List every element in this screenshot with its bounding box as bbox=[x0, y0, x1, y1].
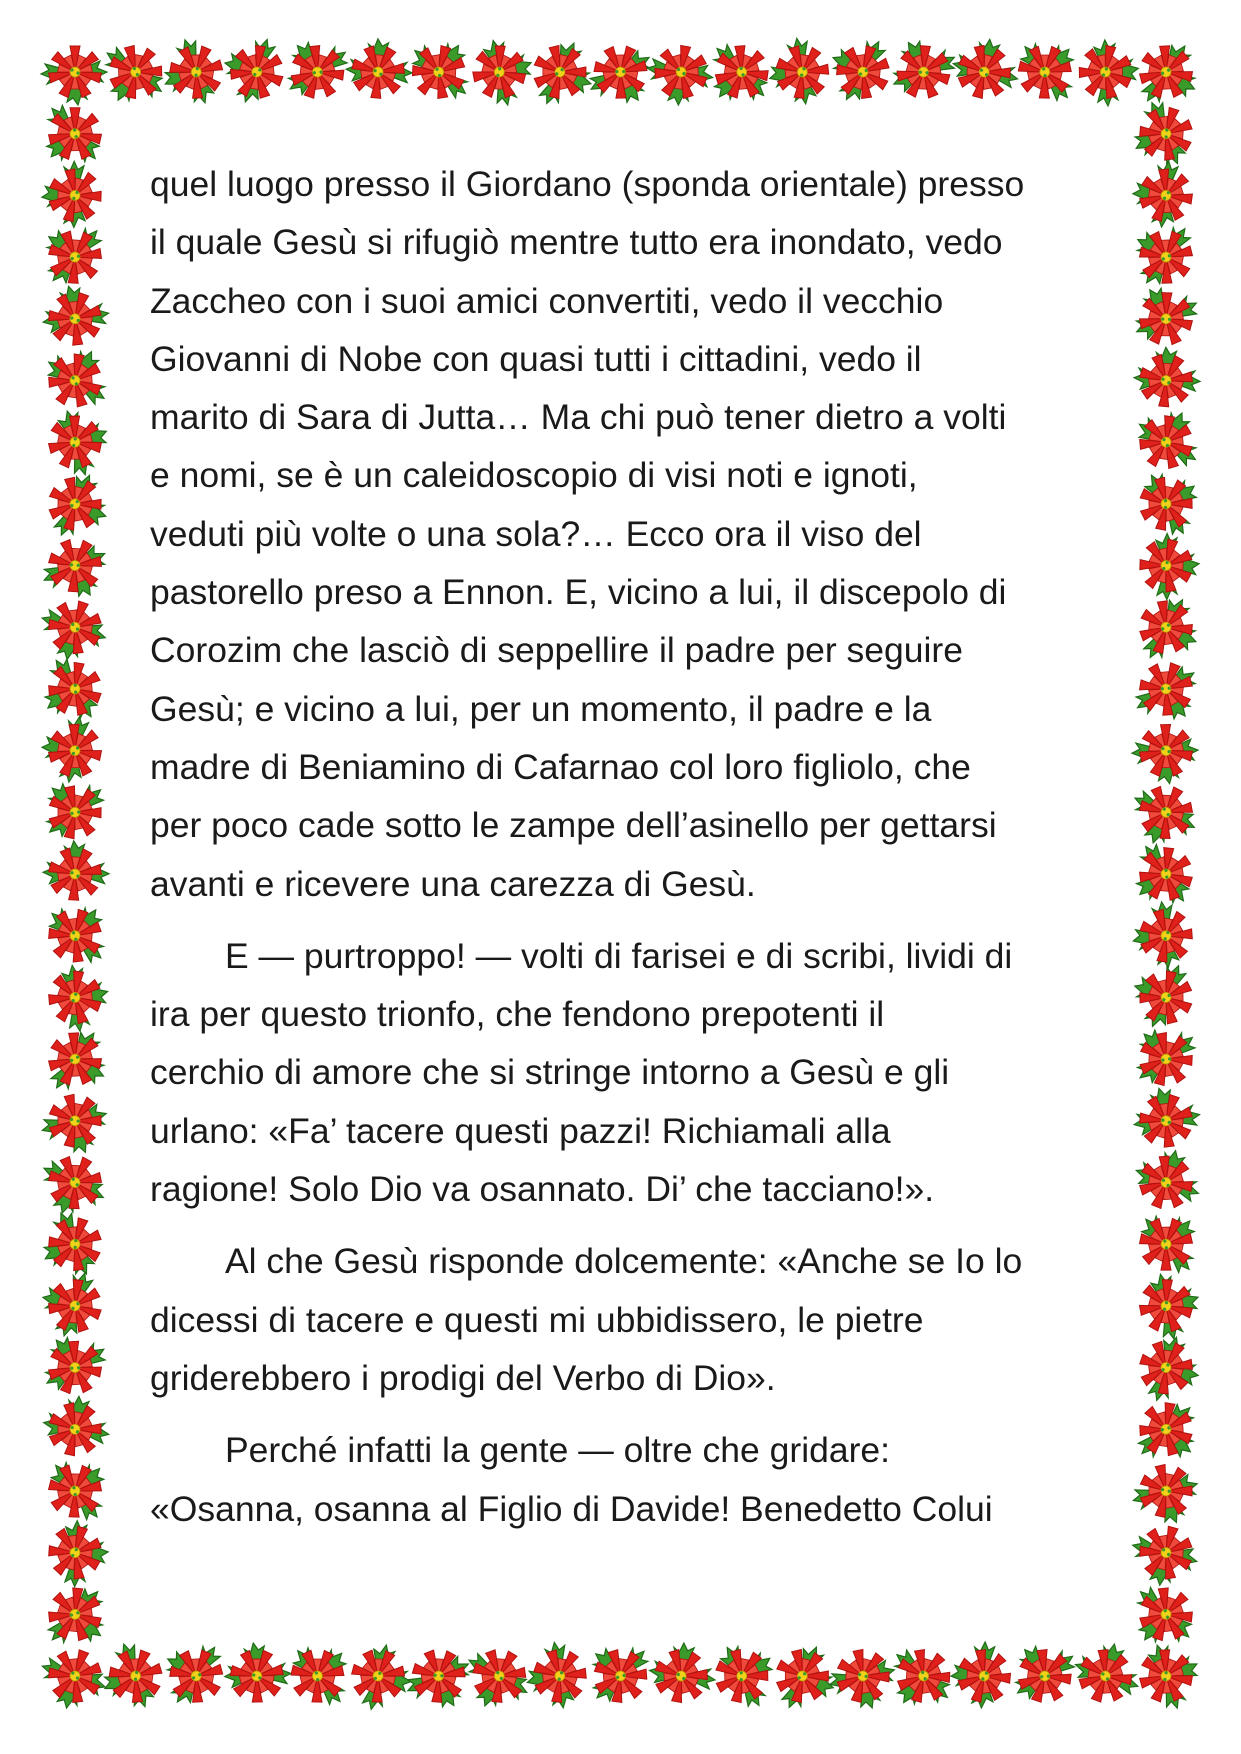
poinsettia-icon bbox=[1131, 900, 1194, 970]
text-line: ragione! Solo Dio va osannato. Di’ che tacciano!». bbox=[150, 1169, 935, 1210]
poinsettia-icon bbox=[41, 46, 107, 105]
paragraph bbox=[150, 1421, 1090, 1538]
text-line: Al che Gesù risponde dolcemente: «Anche se Io lo bbox=[225, 1241, 1023, 1282]
poinsettia-icon bbox=[34, 335, 122, 421]
poinsettia-icon bbox=[645, 1638, 720, 1708]
poinsettia-icon bbox=[704, 1633, 787, 1719]
poinsettia-icon bbox=[277, 1630, 364, 1718]
text-line: il quale Gesù si rifugiò mentre tutto era inondato, vedo bbox=[150, 222, 1003, 263]
poinsettia-icon bbox=[1124, 650, 1211, 734]
text-line: quel luogo presso il Giordano (sponda orientale) presso bbox=[150, 164, 1025, 204]
text-line: griderebbero i prodigi del Verbo di Dio». bbox=[150, 1357, 776, 1398]
poinsettia-icon bbox=[35, 1446, 122, 1534]
poinsettia-icon bbox=[38, 1390, 115, 1461]
poinsettia-icon bbox=[37, 711, 108, 787]
poinsettia-icon bbox=[1123, 953, 1204, 1038]
text-line: E — purtroppo! — volti di farisei e di scribi, lividi di bbox=[225, 935, 1013, 976]
poinsettia-icon bbox=[575, 1629, 664, 1717]
text-line: «Osanna, osanna al Figlio di Davide! Benedetto Colui bbox=[150, 1488, 993, 1529]
poinsettia-icon bbox=[42, 839, 111, 901]
poinsettia-icon bbox=[33, 1263, 111, 1345]
poinsettia-icon bbox=[642, 40, 717, 110]
poinsettia-icon bbox=[1129, 157, 1197, 231]
poinsettia-icon bbox=[32, 1203, 111, 1286]
poinsettia-icon bbox=[882, 29, 965, 108]
poinsettia-icon bbox=[1126, 586, 1211, 673]
poinsettia-icon bbox=[46, 963, 111, 1034]
text-line: cerchio di amore che si stringe intorno a Gesù e gli bbox=[150, 1052, 950, 1093]
text-line: Zaccheo con i suoi amici convertiti, vedo il vecchio bbox=[150, 280, 944, 321]
poinsettia-icon bbox=[764, 1636, 846, 1721]
poinsettia-icon bbox=[1132, 724, 1199, 784]
poinsettia-icon bbox=[825, 1644, 901, 1715]
poinsettia-icon bbox=[1127, 1140, 1210, 1219]
body-text bbox=[150, 155, 1090, 1552]
poinsettia-icon bbox=[453, 1636, 540, 1721]
poinsettia-icon bbox=[818, 26, 903, 113]
poinsettia-icon bbox=[29, 646, 113, 733]
text-line: marito di Sara di Jutta… Ma chi può tener dietro a volti bbox=[150, 397, 1007, 438]
poinsettia-icon bbox=[344, 1638, 418, 1717]
poinsettia-icon bbox=[1121, 1012, 1209, 1099]
poinsettia-icon bbox=[397, 1640, 480, 1719]
poinsettia-icon bbox=[40, 282, 112, 348]
poinsettia-icon bbox=[949, 1639, 1014, 1710]
paragraph bbox=[150, 927, 1090, 1218]
poinsettia-icon bbox=[947, 32, 1026, 106]
poinsettia-icon bbox=[215, 28, 294, 111]
paragraph bbox=[150, 155, 1090, 913]
poinsettia-icon bbox=[1139, 533, 1200, 601]
poinsettia-icon bbox=[344, 36, 415, 101]
poinsettia-icon bbox=[47, 1519, 110, 1589]
poinsettia-icon bbox=[1135, 1269, 1205, 1344]
poinsettia-icon bbox=[1128, 460, 1211, 546]
text-line: Gesù; e vicino a lui, per un momento, il padre e la bbox=[150, 688, 932, 729]
poinsettia-icon bbox=[1125, 397, 1213, 483]
text-line: Giovanni di Nobe con quasi tutti i cittadini, vedo il bbox=[150, 338, 922, 379]
poinsettia-icon bbox=[522, 32, 604, 117]
poinsettia-icon bbox=[34, 529, 117, 608]
poinsettia-icon bbox=[1130, 1329, 1207, 1411]
text-line: avanti e ricevere una carezza di Gesù. bbox=[150, 863, 756, 904]
poinsettia-icon bbox=[41, 160, 102, 228]
poinsettia-icon bbox=[29, 765, 117, 852]
poinsettia-icon bbox=[42, 403, 115, 481]
poinsettia-icon bbox=[224, 1642, 291, 1702]
poinsettia-icon bbox=[1000, 1630, 1087, 1715]
text-line: ira per questo trionfo, che fendono prepotenti il bbox=[150, 994, 885, 1035]
poinsettia-icon bbox=[694, 29, 782, 118]
poinsettia-icon bbox=[1130, 1084, 1203, 1151]
poinsettia-icon bbox=[1066, 1634, 1149, 1713]
text-line: e nomi, se è un caleidoscopio di visi noti e ignoti, bbox=[150, 455, 918, 496]
text-line: veduti più volte o una sola?… Ecco ora il viso del bbox=[150, 513, 922, 554]
poinsettia-icon bbox=[1005, 26, 1092, 114]
text-line: per poco cade sotto le zampe dell’asinello per gettarsi bbox=[150, 805, 997, 846]
poinsettia-icon bbox=[1123, 93, 1202, 176]
poinsettia-icon bbox=[1119, 1572, 1207, 1660]
poinsettia-icon bbox=[151, 1629, 238, 1717]
poinsettia-icon bbox=[94, 1636, 170, 1716]
poinsettia-icon bbox=[397, 26, 486, 114]
poinsettia-icon bbox=[34, 890, 122, 978]
poinsettia-icon bbox=[468, 34, 539, 110]
poinsettia-icon bbox=[1123, 1388, 1212, 1476]
poinsettia-icon bbox=[524, 1639, 590, 1711]
poinsettia-icon bbox=[1126, 1199, 1213, 1287]
poinsettia-icon bbox=[32, 592, 114, 669]
poinsettia-icon bbox=[1120, 773, 1206, 856]
text-line: dicessi di tacere e questi mi ubbidissero, le pietre bbox=[150, 1299, 924, 1340]
poinsettia-icon bbox=[36, 464, 119, 550]
poinsettia-icon bbox=[1132, 345, 1203, 410]
poinsettia-icon bbox=[1079, 39, 1139, 106]
poinsettia-icon bbox=[1123, 275, 1207, 356]
paragraph bbox=[150, 1232, 1090, 1407]
poinsettia-icon bbox=[1132, 1636, 1207, 1716]
poinsettia-icon bbox=[578, 34, 664, 117]
poinsettia-icon bbox=[33, 1573, 121, 1661]
text-line: pastorello preso a Ennon. E, vicino a lui, il discepolo di bbox=[150, 572, 1007, 613]
poinsettia-icon bbox=[29, 1144, 115, 1227]
poinsettia-icon bbox=[1124, 1518, 1204, 1593]
text-line: Perché infatti la gente — oltre che gridare: bbox=[225, 1430, 891, 1471]
poinsettia-icon bbox=[1127, 1458, 1205, 1530]
poinsettia-icon bbox=[1125, 31, 1212, 119]
poinsettia-icon bbox=[36, 1088, 114, 1160]
poinsettia-icon bbox=[34, 1018, 121, 1106]
text-line: madre di Beniamino di Cafarnao col loro figliolo, che bbox=[150, 746, 971, 787]
poinsettia-icon bbox=[31, 1322, 117, 1406]
poinsettia-icon bbox=[155, 32, 230, 112]
text-line: Corozim che lasciò di seppellire il padre per seguire bbox=[150, 630, 963, 671]
poinsettia-icon bbox=[766, 35, 832, 107]
text-line: urlano: «Fa’ tacere questi pazzi! Richiamali alla bbox=[150, 1110, 891, 1151]
poinsettia-icon bbox=[32, 1640, 114, 1718]
